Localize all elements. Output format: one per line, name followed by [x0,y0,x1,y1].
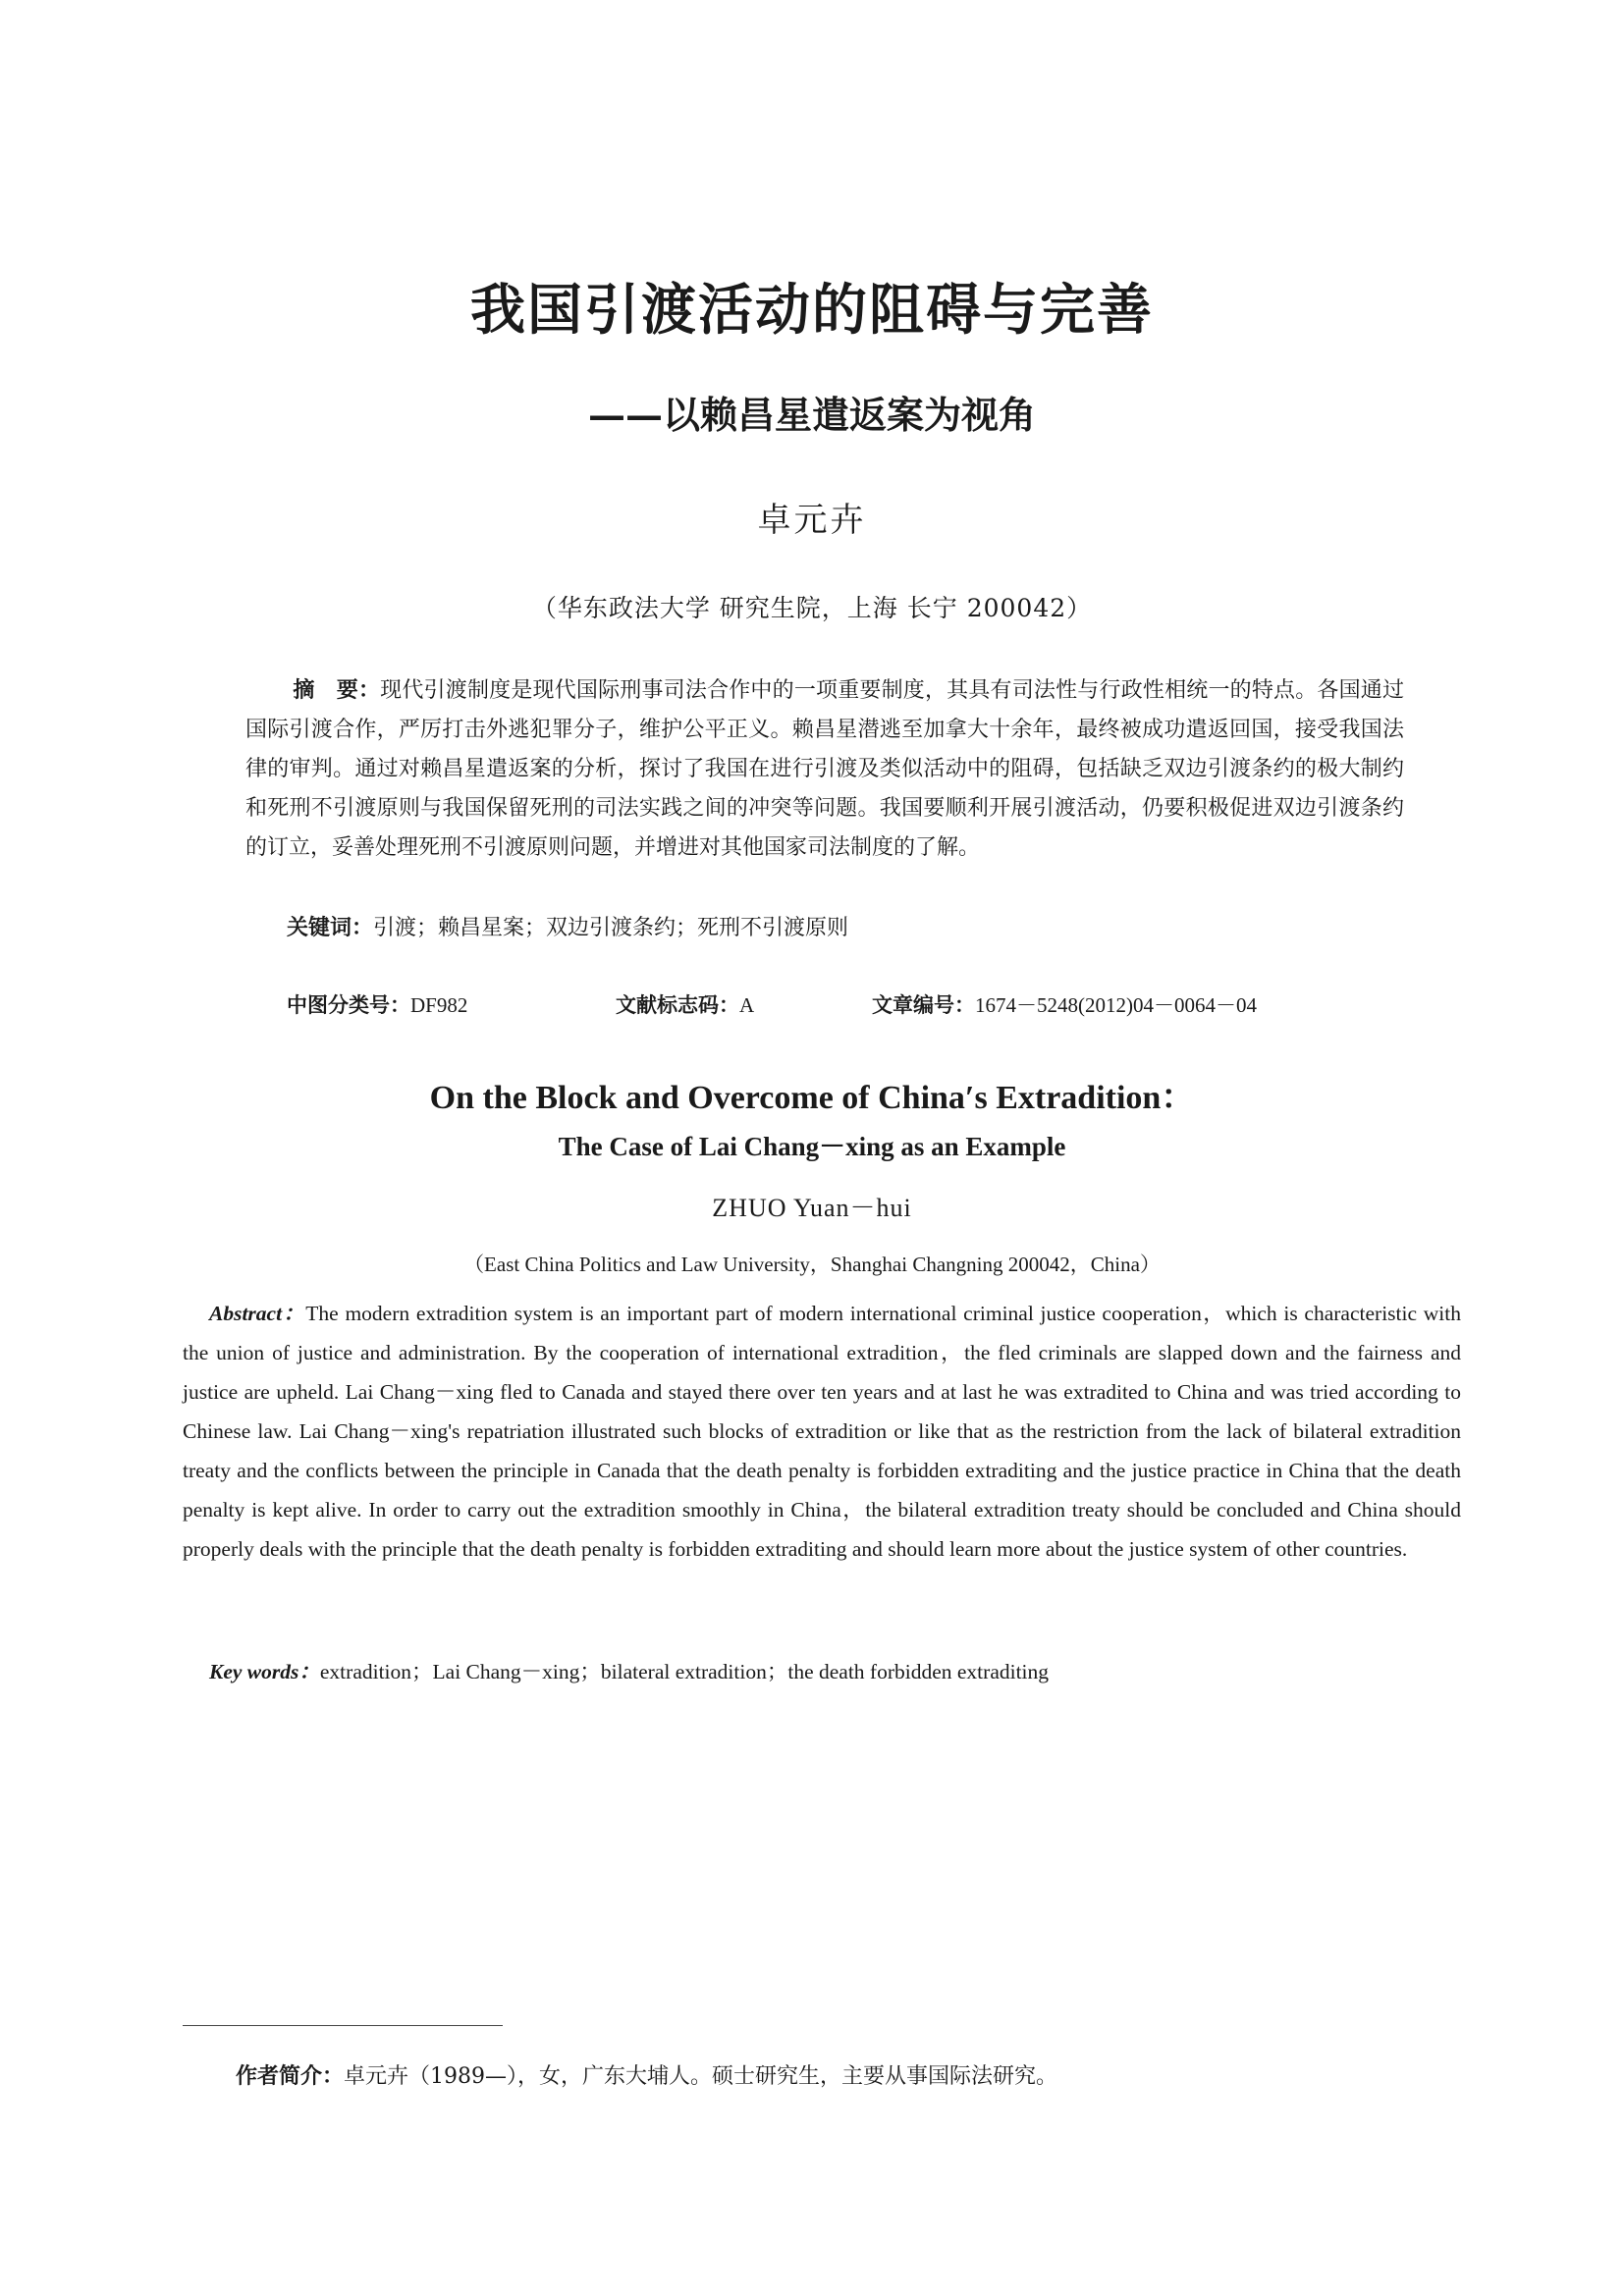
english-abstract [183,1294,1461,1569]
chinese-keywords-text: 引渡；赖昌星案；双边引渡条约；死刑不引渡原则 [373,916,849,940]
article-number-value: 1674－5248(2012)04－0064－04 [975,993,1257,1017]
chinese-affiliation: （华东政法大学 研究生院，上海 长宁 200042） [531,594,1093,622]
english-abstract-text: The modern extradition system is an important part of modern international criminal justice cooperation，which is characteristic with the union of justice and administration. By the cooperation of international extradition，the fled criminals are slapped down and the fairness and justice are upheld. Lai Chang－xing fled to Canada and stayed there over ten years and at last he was extradited to China and was tried according to Chinese law. Lai Chang－xing's repatriation illustrated such blocks of extradition or like that as the restriction from the lack of bilateral extradition treaty and the conflicts between the principle in Canada that the death penalty is forbidden extraditing and the justice practice in China that the death penalty is kept alive. In order to carry out the extradition smoothly in China，the bilateral extradition treaty should be concluded and China should properly deals with the principle that the death penalty is forbidden extraditing and should learn more about the justice system of other countries. [183,1302,1461,1561]
english-title: On the Block and Overcome of China′s Extradition： [429,1080,1195,1116]
article-number [872,989,1257,1019]
english-keywords-text: extradition；Lai Chang－xing；bilateral extradition；the death forbidden extraditing [319,1660,1050,1683]
footnote-label: 作者简介： [236,2064,345,2089]
english-affiliation: （East China Politics and Law University，Shanghai Changning 200042，China） [463,1253,1161,1276]
clc-label: 中图分类号： [287,993,410,1017]
chinese-abstract-text: 现代引渡制度是现代国际刑事司法合作中的一项重要制度，其具有司法性与行政性相统一的特点。各国通过国际引渡合作，严厉打击外逃犯罪分子，维护公平正义。赖昌星潜逃至加拿大十余年，最终被成功遣返回国，接受我国法律的审判。通过对赖昌星遣返案的分析，探讨了我国在进行引渡及类似活动中的阻碍，包括缺乏双边引渡条约的极大制约和死刑不引渡原则与我国保留死刑的司法实践之间的冲突等问题。我国要顺利开展引渡活动，仍要积极促进双边引渡条约的订立，妥善处理死刑不引渡原则问题，并增进对其他国家司法制度的了解。 [245,678,1404,860]
chinese-subtitle: ——以赖昌星遣返案为视角 [587,393,1036,437]
document-code [616,989,754,1019]
document-code-label: 文献标志码： [616,993,739,1017]
english-author: ZHUO Yuan－hui [712,1194,912,1222]
chinese-abstract-label: 摘 要： [293,678,381,703]
english-keywords [209,1655,1049,1685]
clc-value: DF982 [410,993,468,1017]
english-abstract-label: Abstract： [209,1302,306,1325]
chinese-keywords [287,911,848,941]
chinese-title: 我国引渡活动的阻碍与完善 [470,278,1154,343]
english-keywords-label: Key words： [209,1660,320,1683]
footnote-divider [183,2025,503,2026]
english-subtitle: The Case of Lai Chang－xing as an Example [558,1132,1066,1161]
chinese-abstract [245,671,1404,868]
chinese-keywords-label: 关键词： [287,916,374,940]
footnote-text: 卓元卉（1989—），女，广东大埔人。硕士研究生，主要从事国际法研究。 [344,2064,1058,2089]
document-code-value: A [739,993,755,1017]
clc-number [287,989,467,1019]
chinese-author: 卓元卉 [757,501,867,540]
author-footnote [236,2059,1057,2090]
article-number-label: 文章编号： [872,993,975,1017]
